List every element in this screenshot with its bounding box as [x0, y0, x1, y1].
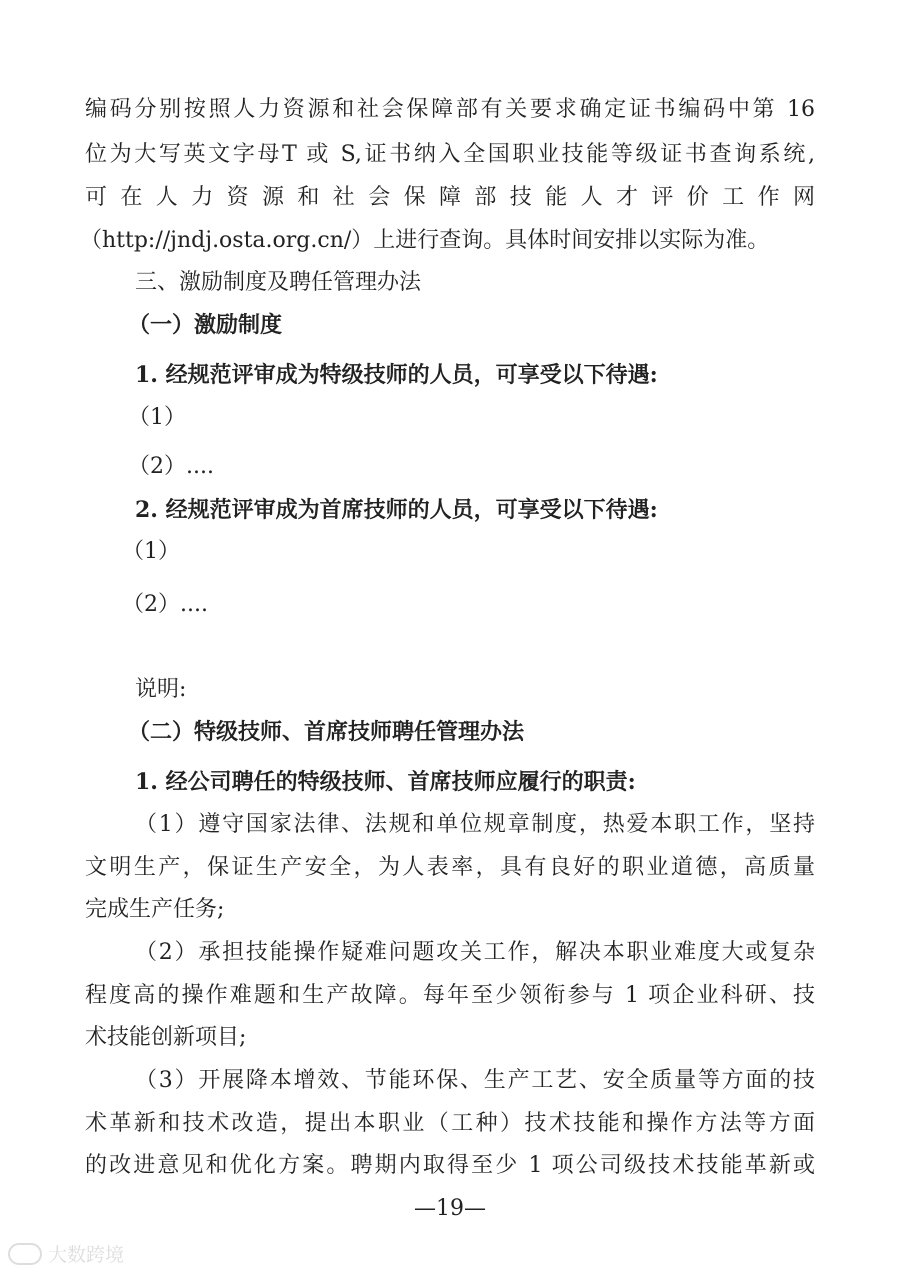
section-heading: 三、激励制度及聘任管理办法	[135, 270, 422, 295]
page-number: —19—	[414, 1196, 486, 1221]
list-item: （2）....	[128, 454, 214, 479]
list-item: （1）	[122, 539, 180, 564]
paragraph-line: （http://jndj.osta.org.cn/）上进行查询。具体时间安排以实际为准。	[80, 228, 770, 253]
paragraph-line: （2）承担技能操作疑难问题攻关工作，解决本职业难度大或复杂	[135, 940, 815, 965]
subsection-heading: （二）特级技师、首席技师聘任管理办法	[128, 719, 525, 745]
item-heading: 1. 经公司聘任的特级技师、首席技师应履行的职责:	[135, 769, 636, 795]
subsection-heading: （一）激励制度	[128, 312, 283, 338]
paragraph-line: 文明生产，保证生产安全，为人表率，具有良好的职业道德，高质量	[85, 855, 815, 880]
watermark	[8, 1240, 124, 1267]
paragraph-line: 的改进意见和优化方案。聘期内取得至少 1 项公司级技术技能革新或	[85, 1153, 815, 1178]
paragraph-line: 完成生产任务;	[85, 897, 225, 922]
watermark-logo-icon	[8, 1243, 42, 1265]
paragraph-line: 编码分别按照人力资源和社会保障部有关要求确定证书编码中第 16	[85, 97, 815, 122]
paragraph-line: 位为大写英文字母T 或 S,证书纳入全国职业技能等级证书查询系统,	[85, 142, 815, 167]
paragraph-line: 可在人力资源和社会保障部技能人才评价工作网	[85, 185, 815, 210]
paragraph-line: 术技能创新项目;	[85, 1025, 247, 1050]
paragraph-line: 程度高的操作难题和生产故障。每年至少领衔参与 1 项企业科研、技	[85, 983, 815, 1008]
list-item: （2）....	[122, 592, 208, 617]
paragraph-line: 术革新和技术改造，提出本职业（工种）技术技能和操作方法等方面	[85, 1111, 815, 1136]
item-heading: 2. 经规范评审成为首席技师的人员，可享受以下待遇:	[135, 497, 658, 523]
paragraph-line: （1）遵守国家法律、法规和单位规章制度，热爱本职工作，坚持	[135, 812, 815, 837]
paragraph-line: （3）开展降本增效、节能环保、生产工艺、安全质量等方面的技	[135, 1068, 815, 1093]
watermark-text: 大数跨境	[48, 1244, 125, 1266]
item-heading: 1. 经规范评审成为特级技师的人员，可享受以下待遇:	[135, 362, 658, 388]
list-item: （1）	[128, 405, 186, 430]
note-label: 说明:	[135, 677, 187, 702]
